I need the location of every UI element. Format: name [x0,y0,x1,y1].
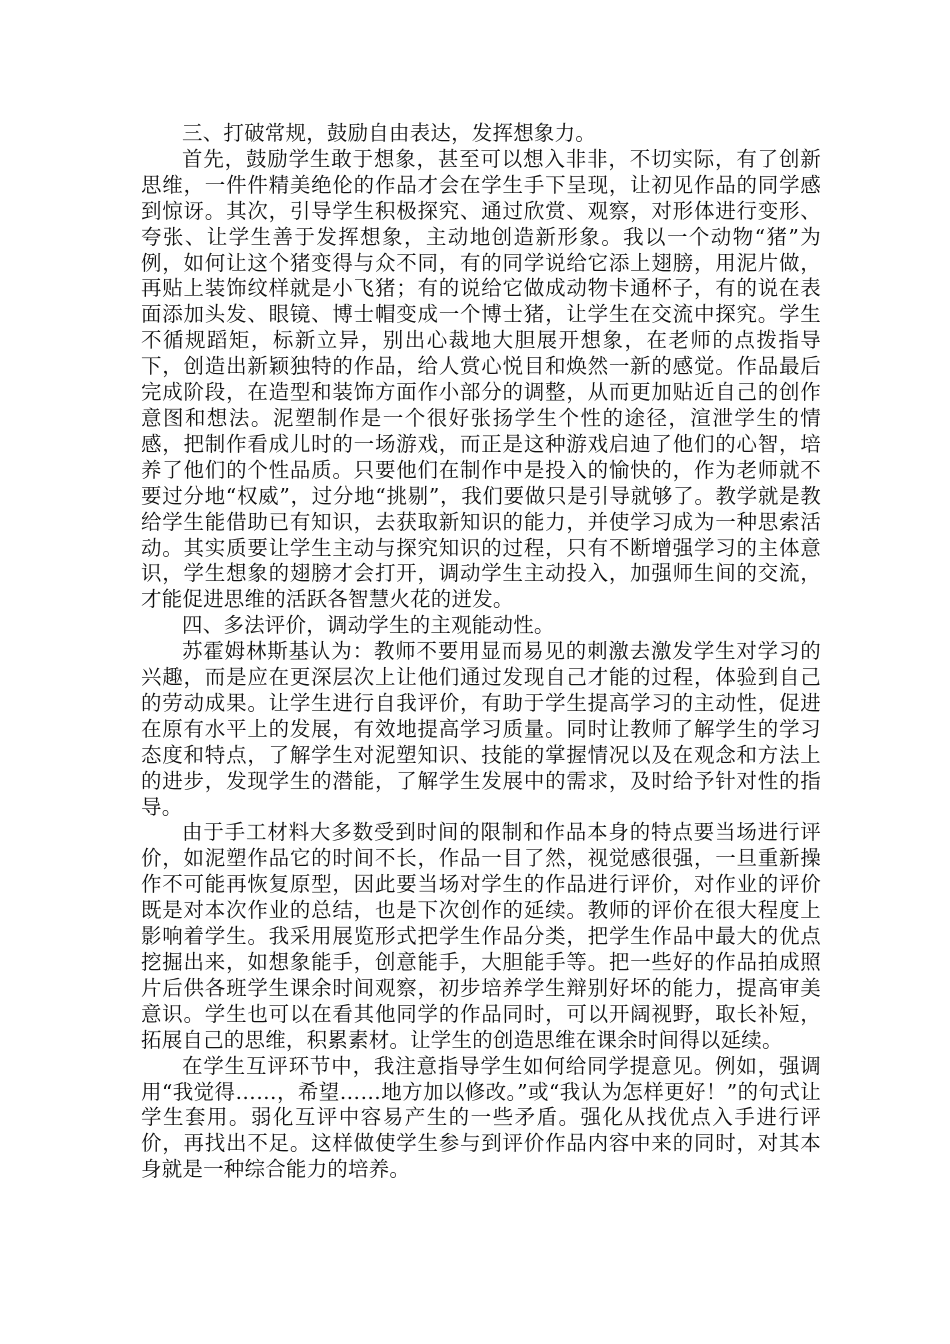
document-body [141,121,821,1183]
section-heading-four: 四、多法评价，调动学生的主观能动性。 [182,613,555,638]
body-paragraph: 在学生互评环节中，我注意指导学生如何给同学提意见。例如，强调用“我觉得……，希望……地方加以修改。”或“我认为怎样更好！”的句式让学生套用。弱化互评中容易产生的一些矛盾。强化从找优点入手进行评价，再找出不足。这样做使学生参与到评价作品内容中来的同时，对其本身就是一种综合能力的培养。 [141,1053,821,1182]
body-paragraph: 由于手工材料大多数受到时间的限制和作品本身的特点要当场进行评价，如泥塑作品它的时间不长，作品一目了然，视觉感很强，一旦重新操作不可能再恢复原型，因此要当场对学生的作品进行评价，对作业的评价既是对本次作业的总结，也是下次创作的延续。教师的评价在很大程度上影响着学生。我采用展览形式把学生作品分类，把学生作品中最大的优点挖掘出来，如想象能手，创意能手，大胆能手等。把一些好的作品拍成照片后供各班学生课余时间观察，初步培养学生辩别好坏的能力，提高审美意识。学生也可以在看其他同学的作品同时，可以开阔视野，取长补短，拓展自己的思维，积累素材。让学生的创造思维在课余时间得以延续。 [141,820,821,1052]
body-paragraph: 苏霍姆林斯基认为：教师不要用显而易见的刺激去激发学生对学习的兴趣，而是应在更深层次上让他们通过发现自己才能的过程，体验到自己的劳动成果。让学生进行自我评价，有助于学生提高学习的主动性，促进在原有水平上的发展，有效地提高学习质量。同时让教师了解学生的学习态度和特点，了解学生对泥塑知识、技能的掌握情况以及在观念和方法上的进步，发现学生的潜能，了解学生发展中的需求，及时给予针对性的指导。 [141,639,821,819]
body-paragraph: 首先，鼓励学生敢于想象，甚至可以想入非非，不切实际，有了创新思维，一件件精美绝伦的作品才会在学生手下呈现，让初见作品的同学感到惊讶。其次，引导学生积极探究、通过欣赏、观察，对形体进行变形、夸张、让学生善于发挥想象，主动地创造新形象。我以一个动物“猪”为例，如何让这个猪变得与众不同，有的同学说给它添上翅膀，用泥片做，再贴上装饰纹样就是小飞猪；有的说给它做成动物卡通杯子，有的说在表面添加头发、眼镜、博士帽变成一个博士猪，让学生在交流中探究。学生不循规蹈矩，标新立异，别出心裁地大胆展开想象，在老师的点拨指导下，创造出新颖独特的作品，给人赏心悦目和焕然一新的感觉。作品最后完成阶段，在造型和装饰方面作小部分的调整，从而更加贴近自己的创作意图和想法。泥塑制作是一个很好张扬学生个性的途径，渲泄学生的情感，把制作看成儿时的一场游戏，而正是这种游戏启迪了他们的心智，培养了他们的个性品质。只要他们在制作中是投入的愉快的，作为老师就不要过分地“权威”，过分地“挑剔”，我们要做只是引导就够了。教学就是教给学生能借助已有知识，去获取新知识的能力，并使学习成为一种思索活动。其实质要让学生主动与探究知识的过程，只有不断增强学习的主体意识，学生想象的翅膀才会打开，调动学生主动投入，加强师生间的交流，才能促进思维的活跃各智慧火花的迸发。 [141,146,821,612]
section-heading-three: 三、打破常规，鼓励自由表达，发挥想象力。 [182,121,596,145]
